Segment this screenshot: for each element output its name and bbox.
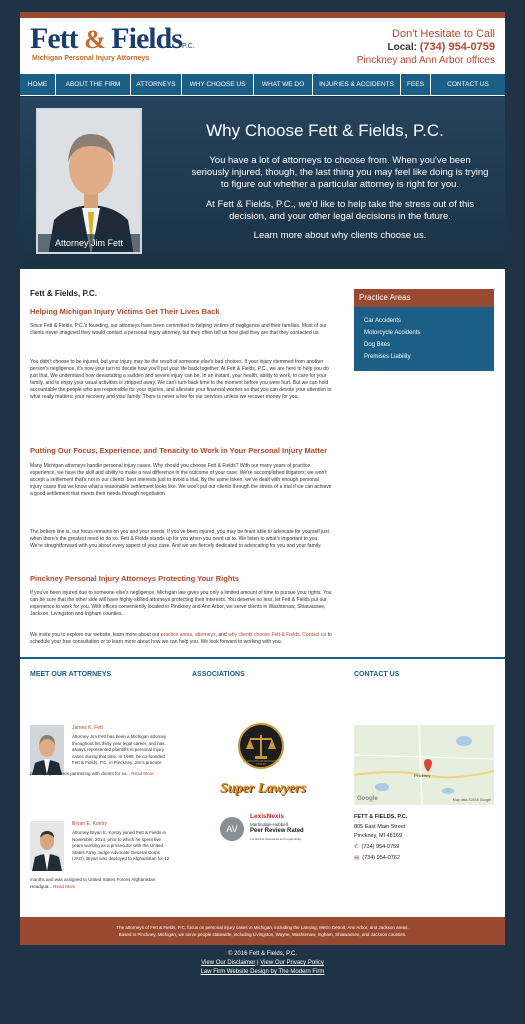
footer-columns bbox=[20, 657, 505, 917]
address-line-2: Pinckney, MI 48169 bbox=[354, 833, 402, 839]
link-why-choose[interactable]: why clients choose Fett & Fields bbox=[228, 632, 300, 638]
attorneys-heading: MEET OUR ATTORNEYS bbox=[30, 671, 112, 678]
million-dollar-advocates-badge[interactable] bbox=[238, 723, 284, 769]
map-credit: Map data ©2016 Google bbox=[452, 798, 491, 802]
paragraph-2: You didn't choose to be injured, but your injury may be the result of someone else's bad choices. If your injury stemmed from another person's negligence, it's now your turn to decide how you'll put your life back together. At Fett & Fields, P.C., we are here to help you do just that. We understand how devastating a sudden and severe injury can be. In an instant, your health, ability to work, to care for your family, and to enjoy your usual activities is stripped away. We can't turn back time to the moment before you were hurt. But we can hold accountable the people who are responsible for your injuries, and alleviate your financial worries so that you can devote your attention to what really matters: your recovery and your family. There is never a fee for our services unless we recover money for you. bbox=[30, 359, 332, 400]
attorney-fett-portrait-icon bbox=[30, 725, 64, 775]
footer-band bbox=[20, 917, 505, 945]
main-content bbox=[20, 269, 505, 657]
paragraph-1: Since Fett & Fields, P.C.'s founding, our attorneys have been committed to helping victims of negligence and their families. Most of our clients never imagined they would contact a personal injury attorney, but they often tell us how glad they are that they contacted us. bbox=[30, 323, 327, 336]
call-prompt: Don't Hesitate to Call bbox=[392, 28, 495, 40]
phone-icon: ✆ bbox=[354, 844, 359, 850]
paragraph-6 bbox=[30, 632, 332, 646]
logo-amp: & bbox=[84, 25, 105, 54]
attorney-fett-bio-continued bbox=[30, 771, 170, 791]
practice-areas-box bbox=[354, 289, 494, 371]
attorney-portrait-icon bbox=[38, 110, 142, 254]
nav-injuries[interactable]: INJURIES & ACCIDENTS bbox=[313, 74, 401, 95]
local-phone[interactable] bbox=[357, 41, 495, 54]
p6-text-d: . bbox=[299, 632, 303, 638]
attorney-kontry-photo bbox=[30, 821, 64, 871]
nav-contact[interactable]: CONTACT US bbox=[447, 81, 489, 88]
nav-home[interactable]: HOME bbox=[20, 74, 56, 95]
practice-areas-heading: Practice Areas bbox=[354, 289, 494, 307]
section-heading-3: Pinckney Personal Injury Attorneys Protecting Your Rights bbox=[30, 574, 240, 583]
associations-heading: ASSOCIATIONS bbox=[192, 671, 245, 678]
hero bbox=[20, 97, 505, 267]
fax-icon: ▤ bbox=[354, 855, 360, 861]
content-title: Fett & Fields, P.C. bbox=[30, 289, 97, 298]
header bbox=[20, 18, 505, 73]
attorney-fett-bio: Attorney Jim Fett has been a Michigan attorney throughout his thirty year legal career, and has always represented plaintiffs in personal injury cases during that time. In 1999, he co-founded Fett & Fields, P.C. in Pinckney. Jim's practice bbox=[72, 734, 167, 765]
nav-fees[interactable]: FEES bbox=[401, 74, 431, 95]
super-lawyers-logo[interactable]: Super Lawyers bbox=[220, 781, 306, 796]
attorney-fett-read-more[interactable]: Read More bbox=[131, 771, 154, 776]
photo-caption: Attorney Jim Fett bbox=[38, 234, 140, 252]
footer-legal-links: View Our Disclaimer | View Our Privacy Policy bbox=[201, 960, 324, 966]
practice-item-premises-liability[interactable]: Premises Liability bbox=[364, 354, 411, 360]
logo-pc: P.C. bbox=[181, 43, 195, 50]
header-contact bbox=[357, 28, 495, 67]
address-line-1: 805 East Main Street bbox=[354, 824, 406, 830]
offices-line: Pinckney and Ann Arbor offices bbox=[356, 55, 495, 66]
link-practice-areas[interactable]: practice areas bbox=[160, 632, 193, 638]
attorney-photo bbox=[36, 108, 142, 254]
practice-item-car-accidents[interactable]: Car Accidents bbox=[364, 318, 402, 324]
attorney-fett-bio-tail: philosophy involves partnering with clients for su... bbox=[30, 771, 131, 776]
practice-item-motorcycle-accidents[interactable]: Motorcycle Accidents bbox=[364, 330, 421, 336]
p6-text-a: We invite you to explore our website, learn more about our bbox=[30, 632, 161, 638]
paragraph-4: The bottom line is, our focus remains on you and your needs. If you've been injured, you may be feant able to advocate for yourself just when there's the greatest need to do so. Fett & Fields stands up for you when you need us to. We listen to what's important to you. We're straightforward with you about every aspect of your case. And we are fiercely dedicated to advocating for you and your family. bbox=[30, 529, 329, 549]
copyright: © 2016 Fett & Fields, P.C. bbox=[227, 951, 297, 957]
lexisnexis-text: LexisNexis bbox=[250, 813, 284, 820]
footer-fax-number: (734) 954-0762 bbox=[362, 855, 400, 861]
nav-attorneys[interactable]: ATTORNEYS bbox=[131, 74, 182, 95]
peer-review-text: Peer Review Rated bbox=[250, 828, 304, 834]
phone-number[interactable]: (734) 954-0759 bbox=[419, 41, 495, 53]
martindale-badge[interactable] bbox=[220, 813, 306, 847]
p6-text-b: , bbox=[192, 632, 195, 638]
design-credit-link[interactable]: Law Firm Website Design by The Modern Firm bbox=[200, 969, 325, 975]
martindale-text: Martindale-Hubbell bbox=[250, 822, 288, 827]
nav-about[interactable]: ABOUT THE FIRM bbox=[56, 74, 131, 95]
section-heading-1: Helping Michigan Injury Victims Get Their Lives Back bbox=[30, 307, 220, 316]
attorney-kontry-bio: Attorney Bryan E. Kontry joined Fett & Fields in November, 2014, prior to which he spent five years working as a prosecutor with the United States Army Judge Advocate General Corps (JAG). Bryan was deployed to Afghanistan for 12 bbox=[72, 830, 170, 861]
footer-fax bbox=[354, 855, 400, 861]
attorney-fett-name[interactable]: James K. Fett bbox=[72, 725, 103, 731]
attorney-kontry-name[interactable]: Bryan E. Kontry bbox=[72, 821, 108, 827]
contact-heading: CONTACT US bbox=[354, 671, 400, 678]
logo-fett: Fett bbox=[30, 22, 78, 55]
av-rating-icon: AV bbox=[220, 817, 244, 841]
firm-name: FETT & FIELDS, P.C. bbox=[354, 814, 408, 820]
map-canvas bbox=[354, 725, 494, 805]
logo-fields: Fields bbox=[111, 22, 182, 55]
attorney-fett-photo bbox=[30, 725, 64, 775]
link-contact-us[interactable]: Contact us bbox=[302, 632, 327, 638]
million-dollar-advocates-text: MILLION DOLLAR ADVOCATES FORUM bbox=[242, 760, 280, 766]
map-location-label: Pinckney bbox=[414, 773, 431, 778]
location-map[interactable] bbox=[354, 725, 494, 805]
disclaimer-link[interactable]: View Our Disclaimer bbox=[201, 960, 256, 966]
hero-title: Why Choose Fett & Fields, P.C. bbox=[206, 121, 444, 140]
footer-band-text-1: The attorneys of Fett & Fields, P.C. focus on personal injury cases in Michigan, including the Lansing, Metro Detroit, Ann Arbor, and Jackson areas. bbox=[116, 925, 409, 930]
p6-text-e: to schedule your free consultation or to learn more about how we can help you. We look forward to working with you. bbox=[30, 632, 332, 645]
section-heading-2: Putting Our Focus, Experience, and Tenacity to Work in Your Personal Injury Matter bbox=[30, 446, 328, 455]
attorney-kontry-bio-continued bbox=[30, 877, 170, 897]
local-label: Local: bbox=[387, 42, 417, 53]
footer-bottom bbox=[0, 950, 525, 977]
paragraph-3: Many Michigan attorneys handle personal injury cases. Why should you choose Fett & Fields? With our many years of practice experience, we have the skill and ability to make a real difference in the outcome of your case. We're accomplished litigators; we won't accept a settlement that's not in our clients' best interests just to avoid a trial. By the same token, we've dealt with enough personal injury cases that we know what a reasonable settlement looks like. We won't put our clients through the stress of a trial if we can achieve a good settlement that meets their needs through negotiation. bbox=[30, 463, 332, 497]
attorney-kontry-read-more[interactable]: Read More bbox=[53, 883, 76, 889]
main-nav bbox=[20, 73, 505, 96]
privacy-link[interactable]: View Our Privacy Policy bbox=[260, 960, 324, 966]
footer-phone[interactable] bbox=[354, 844, 399, 850]
practice-item-dog-bites[interactable]: Dog Bites bbox=[364, 342, 391, 348]
p6-text-c: , and bbox=[215, 632, 229, 638]
map-brand: Google bbox=[357, 796, 378, 802]
attorney-kontry-portrait-icon bbox=[30, 821, 64, 871]
link-attorneys[interactable]: attorneys bbox=[195, 632, 216, 638]
hero-learn-more[interactable]: Learn more about why clients choose us. bbox=[253, 230, 427, 241]
hero-paragraph-2: At Fett & Fields, P.C., we'd like to help take the stress out of this decision, and your other legal decisions in the future. bbox=[205, 199, 475, 222]
footer-phone-number[interactable]: (734) 954-0759 bbox=[361, 844, 400, 850]
logo-tagline: Michigan Personal Injury Attorneys bbox=[32, 55, 150, 62]
ethical-standards-text: For Ethical Standards and Legal Ability bbox=[250, 837, 302, 841]
nav-what-we-do[interactable]: WHAT WE DO bbox=[254, 74, 313, 95]
nav-why-choose-us[interactable]: WHY CHOOSE US bbox=[182, 74, 254, 95]
attorney-kontry-bio-tail: months and was assigned to United States Forces Afghanistan Headqua... bbox=[30, 877, 156, 889]
footer-band-text-2: Based in Pinckney, Michigan, we serve people statewide, including Livingston, Wayne, Washtenaw, Ingham, Shiawassee, and Jackson counties. bbox=[118, 932, 407, 937]
hero-paragraph-1: You have a lot of attorneys to choose from. When you've been seriously injured, though, the last thing you may feel like doing is trying to figure out whether a particular attorney is right for you. bbox=[191, 155, 489, 190]
top-bar bbox=[0, 0, 525, 18]
paragraph-5: If you've been injured due to someone else's negligence, Michigan law gives you only a limited amount of time to pursue your rights. You can be sure that the other side will have highly-skilled attorneys protecting their interests. You deserve no less; let Fett & Fields put our experience to work for you. With offices conveniently located in Pinckney and Ann Arbor, we serve clients in Washtenaw, Shiawassee, Jackson, Livingston and Ingham counties. bbox=[30, 590, 332, 617]
